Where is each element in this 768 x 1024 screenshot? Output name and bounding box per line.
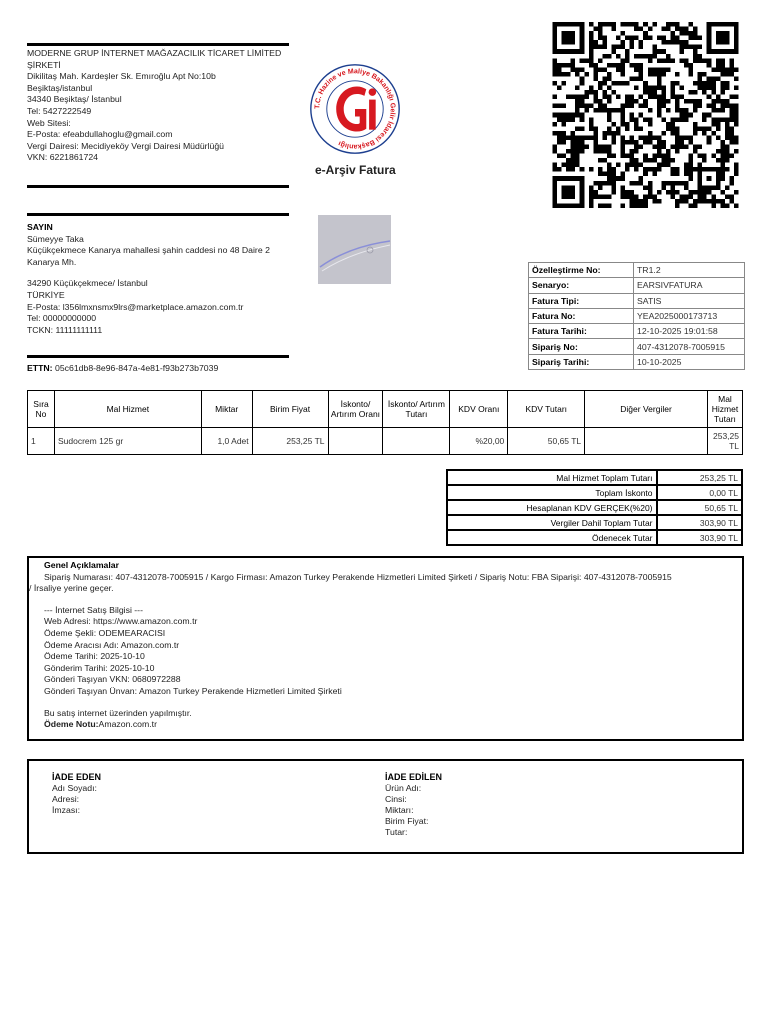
column-header: Mal Hizmet Tutarı (707, 391, 742, 428)
buyer-top-rule (27, 213, 289, 216)
meta-value: 10-10-2025 (634, 354, 745, 369)
returned-title: İADE EDİLEN (385, 772, 443, 782)
table-cell: 1 (28, 428, 55, 455)
table-cell (383, 428, 450, 455)
table-cell: 253,25 TL (707, 428, 742, 455)
payment-note-label: Ödeme Notu: (44, 719, 99, 730)
meta-row (529, 354, 745, 369)
seller-vkn: VKN: 6221861724 (27, 152, 99, 163)
seller-info (27, 48, 289, 164)
meta-key: Fatura Tarihi: (529, 324, 634, 339)
line-items-table (27, 390, 743, 455)
totals-row (447, 500, 742, 515)
returner-address: Adresi: (52, 794, 80, 804)
ettn-label: ETTN: (27, 363, 53, 373)
totals-row (447, 470, 742, 485)
totals-label: Hesaplanan KDV GERÇEK(%20) (447, 500, 657, 515)
table-cell: 253,25 TL (252, 428, 328, 455)
seller-name: MODERNE GRUP İNTERNET MAĞAZACILIK TİCARET LİMİTED ŞİRKETİ (27, 48, 282, 70)
table-cell: 50,65 TL (508, 428, 585, 455)
totals-value: 303,90 TL (657, 530, 742, 545)
meta-value: 407-4312078-7005915 (634, 339, 745, 354)
notes-payment-note (29, 719, 739, 731)
column-header: İskonto/ Artırım Oranı (328, 391, 383, 428)
meta-row (529, 339, 745, 354)
meta-key: Özelleştirme No: (529, 263, 634, 278)
seller-address-line1: Dikilitaş Mah. Kardeşler Sk. Emıroğlu Apt No:10b (27, 71, 216, 82)
column-header: KDV Tutarı (508, 391, 585, 428)
meta-key: Sipariş Tarihi: (529, 354, 634, 369)
product-thumbnail (318, 215, 391, 284)
returner-name: Adı Soyadı: (52, 783, 97, 793)
notes-carrier-title: Gönderi Taşıyan Ünvan: Amazon Turkey Perakende Hizmetleri Limited Şirketi (44, 685, 342, 696)
ettn-line (27, 363, 218, 373)
column-header: İskonto/ Artırım Tutarı (383, 391, 450, 428)
returner-signature: İmzası: (52, 805, 80, 815)
meta-row (529, 263, 745, 278)
seller-address-line2: Beşiktaş/istanbul (27, 82, 93, 93)
table-cell (585, 428, 708, 455)
seller-phone: Tel: 5427222549 (27, 105, 92, 116)
buyer-address: Küçükçekmece Kanarya mahallesi şahin caddesi no 48 Daire 2 Kanarya Mh. (27, 245, 270, 267)
totals-value: 50,65 TL (657, 500, 742, 515)
seller-top-rule (27, 43, 289, 46)
column-header: KDV Oranı (450, 391, 508, 428)
totals-label: Vergiler Dahil Toplam Tutar (447, 515, 657, 530)
totals-table (446, 469, 743, 546)
buyer-label: SAYIN (27, 222, 53, 232)
meta-value: SATIS (634, 293, 745, 308)
totals-row (447, 485, 742, 500)
notes-payment-date: Ödeme Tarihi: 2025-10-10 (44, 651, 145, 662)
column-header: Miktar (201, 391, 252, 428)
seller-website: Web Sitesi: (27, 117, 71, 128)
meta-value: TR1.2 (634, 263, 745, 278)
table-cell: 1,0 Adet (201, 428, 252, 455)
notes-ship-date: Gönderim Tarihi: 2025-10-10 (44, 662, 155, 673)
buyer-email: E-Posta: l356lmxnsmx9lrs@marketplace.amazon.com.tr (27, 301, 244, 312)
returner-title: İADE EDEN (52, 772, 102, 782)
totals-label: Toplam İskonto (447, 485, 657, 500)
return-section (27, 759, 744, 854)
notes-web: Web Adresi: https://www.amazon.com.tr (44, 616, 198, 627)
buyer-city: 34290 Küçükçekmece/ İstanbul (27, 278, 148, 289)
notes-order-line: Sipariş Numarası: 407-4312078-7005915 / Kargo Firması: Amazon Turkey Perakende Hizmetleri Limited Şirketi / Sipariş Notu: FBA Siparişi: 407-4312078-7005915 (44, 571, 672, 582)
totals-value: 303,90 TL (657, 515, 742, 530)
buyer-phone: Tel: 00000000000 (27, 313, 97, 324)
table-cell (328, 428, 383, 455)
returned-amount: Tutar: (385, 827, 408, 837)
column-header: Sıra No (28, 391, 55, 428)
totals-value: 0,00 TL (657, 485, 742, 500)
buyer-info (27, 222, 289, 336)
document-title: e-Arşiv Fatura (315, 163, 396, 177)
logo-ring-text: T.C. Hazine ve Maliye Bakanlığı Gelir İdaresi Başkanlığı (314, 68, 396, 150)
returner-column (52, 772, 101, 816)
totals-label: Ödenecek Tutar (447, 530, 657, 545)
meta-key: Senaryo: (529, 278, 634, 293)
meta-row (529, 278, 745, 293)
notes-title: Genel Açıklamalar (44, 560, 120, 570)
seller-tax-office: Vergi Dairesi: Mecidiyeköy Vergi Dairesi Müdürlüğü (27, 140, 224, 151)
totals-row (447, 515, 742, 530)
payment-note-value: Amazon.com.tr (98, 719, 157, 730)
seller-email: E-Posta: efeabdullahoglu@gmail.com (27, 129, 173, 140)
buyer-country: TÜRKİYE (27, 289, 65, 300)
meta-row (529, 324, 745, 339)
meta-value: EARSIVFATURA (634, 278, 745, 293)
notes-order-line-cont: / İrsaliye yerine geçer. (29, 583, 114, 594)
invoice-meta-table (528, 262, 745, 370)
buyer-name: Sümeyye Taka (27, 233, 84, 244)
seller-bottom-rule (27, 185, 289, 188)
returned-qty: Miktarı: (385, 805, 414, 815)
meta-row (529, 293, 745, 308)
column-header: Mal Hizmet (54, 391, 201, 428)
notes-payment-agent: Ödeme Aracısı Adı: Amazon.com.tr (44, 639, 180, 650)
returned-type: Cinsi: (385, 794, 407, 804)
qr-code-icon (548, 22, 743, 208)
totals-value: 253,25 TL (657, 470, 742, 485)
meta-key: Fatura Tipi: (529, 293, 634, 308)
notes-payment-method: Ödeme Şekli: ODEMEARACISI (44, 627, 166, 638)
totals-label: Mal Hizmet Toplam Tutarı (447, 470, 657, 485)
ettn-value: 05c61db8-8e96-847a-4e81-f93b273b7039 (55, 363, 219, 373)
notes-internet-sale: Bu satış internet üzerinden yapılmıştır. (44, 707, 192, 718)
table-row (28, 428, 743, 455)
table-cell: %20,00 (450, 428, 508, 455)
totals-row (447, 530, 742, 545)
buyer-bottom-rule (27, 355, 289, 358)
seller-city: 34340 Beşiktaş/ İstanbul (27, 94, 122, 105)
table-cell: Sudocrem 125 gr (54, 428, 201, 455)
notes-section-title: --- İnternet Satış Bilgisi --- (44, 604, 143, 615)
returned-column (385, 772, 442, 838)
buyer-tckn: TCKN: 11111111111 (27, 324, 103, 335)
meta-value: 12-10-2025 19:01:58 (634, 324, 745, 339)
notes-carrier-vkn: Gönderi Taşıyan VKN: 0680972288 (44, 674, 181, 685)
gib-logo-icon (308, 62, 402, 156)
column-header: Birim Fiyat (252, 391, 328, 428)
returned-product: Ürün Adı: (385, 783, 422, 793)
column-header: Diğer Vergiler (585, 391, 708, 428)
meta-key: Fatura No: (529, 308, 634, 323)
meta-key: Sipariş No: (529, 339, 634, 354)
returned-unit-price: Birim Fiyat: (385, 816, 429, 826)
meta-row (529, 308, 745, 323)
general-notes (27, 556, 744, 741)
meta-value: YEA2025000173713 (634, 308, 745, 323)
